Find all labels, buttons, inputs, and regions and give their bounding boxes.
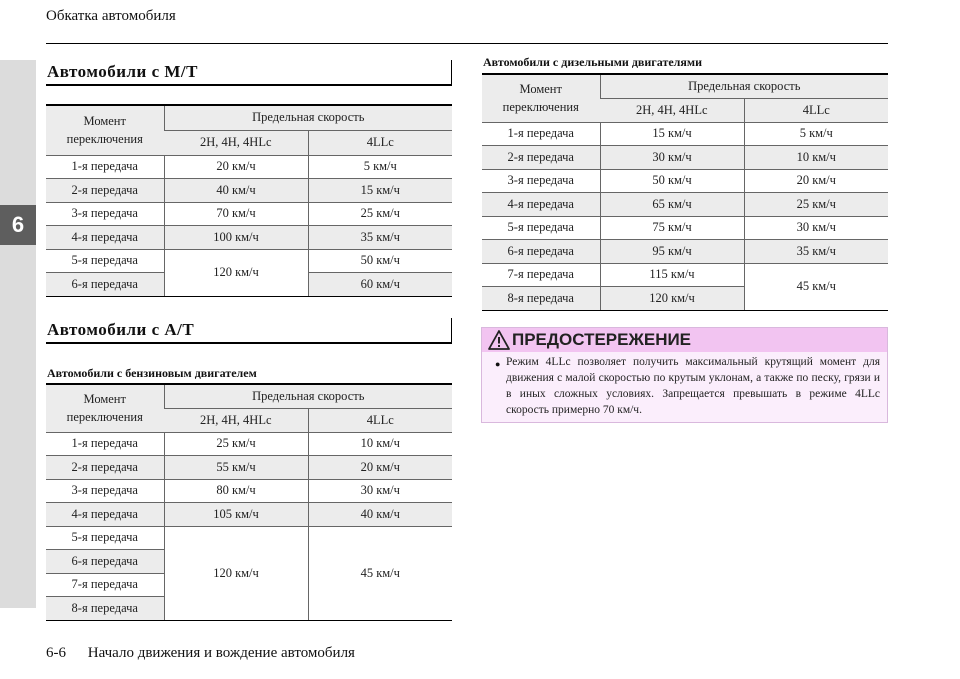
- warning-header: [482, 328, 887, 352]
- lo-speed-cell: 35 км/ч: [744, 240, 888, 264]
- lo-speed-cell: 25 км/ч: [744, 193, 888, 217]
- hi-speed-cell: 100 км/ч: [164, 226, 308, 250]
- lo-speed-cell: 5 км/ч: [308, 155, 452, 179]
- lo-speed-cell: 5 км/ч: [744, 122, 888, 146]
- hi-speed-cell: 120 км/ч: [600, 287, 744, 311]
- table-row: [482, 146, 888, 170]
- lo-speed-cell: 15 км/ч: [308, 179, 452, 203]
- gear-cell: 1-я передача: [482, 122, 600, 146]
- petrol-engine-heading: Автомобили с бензиновым двигателем: [47, 366, 257, 380]
- gear-cell: 3-я передача: [46, 479, 164, 503]
- table-row: [46, 432, 452, 456]
- hi-range-column-header: 2H, 4H, 4HLc: [164, 408, 308, 432]
- lo-speed-cell-merged: 45 км/ч: [308, 526, 452, 620]
- footer-section-name: Начало движения и вождение автомобиля: [87, 645, 355, 661]
- header-rule: [46, 43, 888, 44]
- hi-speed-cell: 80 км/ч: [164, 479, 308, 503]
- hi-speed-cell: 50 км/ч: [600, 169, 744, 193]
- hi-speed-cell-merged: 120 км/ч: [164, 249, 308, 296]
- table-row: [46, 526, 452, 550]
- hi-range-column-header: 2H, 4H, 4HLc: [600, 98, 744, 122]
- lo-speed-cell: 40 км/ч: [308, 503, 452, 527]
- lo-speed-cell: 20 км/ч: [308, 456, 452, 480]
- table-row: [46, 226, 452, 250]
- hi-speed-cell-merged: 120 км/ч: [164, 526, 308, 620]
- hi-speed-cell: 55 км/ч: [164, 456, 308, 480]
- hi-speed-cell: 20 км/ч: [164, 155, 308, 179]
- lo-speed-cell-merged: 45 км/ч: [744, 263, 888, 310]
- diesel-engine-heading: Автомобили с дизельными двигателями: [483, 55, 702, 69]
- gear-cell: 4-я передача: [46, 226, 164, 250]
- table-row: [46, 456, 452, 480]
- lo-range-column-header: 4LLc: [744, 98, 888, 122]
- gear-cell: 4-я передача: [46, 503, 164, 527]
- table-row: [46, 249, 452, 273]
- warning-box: [481, 327, 888, 423]
- hi-speed-cell: 30 км/ч: [600, 146, 744, 170]
- lo-speed-cell: 25 км/ч: [308, 202, 452, 226]
- table-row: [46, 479, 452, 503]
- lo-speed-cell: 10 км/ч: [308, 432, 452, 456]
- lo-speed-cell: 30 км/ч: [744, 216, 888, 240]
- hi-speed-cell: 75 км/ч: [600, 216, 744, 240]
- gear-cell: 3-я передача: [482, 169, 600, 193]
- table-row: [482, 169, 888, 193]
- gear-column-header: Момент переключения: [482, 74, 600, 122]
- gear-column-header: Момент переключения: [46, 105, 164, 155]
- gear-cell: 5-я передача: [46, 249, 164, 273]
- gear-cell: 6-я передача: [46, 273, 164, 297]
- speed-limit-header: Предельная скорость: [600, 74, 888, 98]
- gear-cell: 2-я передача: [46, 456, 164, 480]
- running-header-title: Обкатка автомобиля: [46, 8, 176, 24]
- gear-cell: 2-я передача: [482, 146, 600, 170]
- at-petrol-speed-table: [46, 383, 452, 621]
- gear-cell: 7-я передача: [482, 263, 600, 287]
- lo-range-column-header: 4LLc: [308, 408, 452, 432]
- table-row: [482, 263, 888, 287]
- warning-title: ПРЕДОСТЕРЕЖЕНИЕ: [512, 330, 692, 349]
- lo-speed-cell: 35 км/ч: [308, 226, 452, 250]
- gear-cell: 8-я передача: [482, 287, 600, 311]
- hi-speed-cell: 25 км/ч: [164, 432, 308, 456]
- lo-speed-cell: 50 км/ч: [308, 249, 452, 273]
- lo-speed-cell: 10 км/ч: [744, 146, 888, 170]
- table-row: [482, 122, 888, 146]
- lo-range-column-header: 4LLc: [308, 130, 452, 155]
- hi-speed-cell: 70 км/ч: [164, 202, 308, 226]
- gear-cell: 5-я передача: [46, 526, 164, 550]
- hi-speed-cell: 115 км/ч: [600, 263, 744, 287]
- chapter-number-tab: 6: [0, 205, 36, 245]
- at-section-title: Автомобили с А/Т: [47, 320, 195, 339]
- mt-section-title: Автомобили с М/Т: [47, 62, 198, 81]
- gear-cell: 8-я передача: [46, 597, 164, 621]
- speed-limit-header: Предельная скорость: [164, 105, 452, 130]
- gear-cell: 2-я передача: [46, 179, 164, 203]
- hi-speed-cell: 95 км/ч: [600, 240, 744, 264]
- gear-cell: 7-я передача: [46, 573, 164, 597]
- page-number: 6-6: [46, 645, 66, 661]
- gear-cell: 3-я передача: [46, 202, 164, 226]
- gear-cell: 1-я передача: [46, 432, 164, 456]
- lo-speed-cell: 60 км/ч: [308, 273, 452, 297]
- warning-triangle-icon: [488, 330, 510, 350]
- table-row: [46, 503, 452, 527]
- warning-text: Режим 4LLc позволяет получить максимальный крутящий момент для движения с малой скоростью по крутым уклонам, а также по песку, грязи и в иных сложных условиях. Запрещается превышать в режиме 4LLc скорость примерно 70 км/ч.: [506, 356, 880, 416]
- gear-column-header: Момент переключения: [46, 384, 164, 432]
- hi-range-column-header: 2H, 4H, 4HLc: [164, 130, 308, 155]
- lo-speed-cell: 30 км/ч: [308, 479, 452, 503]
- mt-section-rule-end: [451, 60, 452, 86]
- bullet-icon: ●: [495, 359, 501, 369]
- page-footer: [46, 645, 355, 662]
- gear-cell: 4-я передача: [482, 193, 600, 217]
- gear-cell: 6-я передача: [482, 240, 600, 264]
- chapter-side-tab: [0, 60, 36, 608]
- table-row: [46, 155, 452, 179]
- hi-speed-cell: 40 км/ч: [164, 179, 308, 203]
- gear-cell: 5-я передача: [482, 216, 600, 240]
- mt-speed-table: [46, 104, 452, 297]
- lo-speed-cell: 20 км/ч: [744, 169, 888, 193]
- diesel-speed-table: [482, 73, 888, 311]
- hi-speed-cell: 65 км/ч: [600, 193, 744, 217]
- speed-limit-header: Предельная скорость: [164, 384, 452, 408]
- at-section-rule: [46, 342, 452, 344]
- hi-speed-cell: 15 км/ч: [600, 122, 744, 146]
- table-row: [46, 179, 452, 203]
- table-row: [46, 202, 452, 226]
- gear-cell: 6-я передача: [46, 550, 164, 574]
- table-row: [482, 240, 888, 264]
- table-row: [482, 216, 888, 240]
- table-row: [482, 193, 888, 217]
- gear-cell: 1-я передача: [46, 155, 164, 179]
- hi-speed-cell: 105 км/ч: [164, 503, 308, 527]
- at-section-rule-end: [451, 318, 452, 344]
- mt-section-rule: [46, 84, 452, 86]
